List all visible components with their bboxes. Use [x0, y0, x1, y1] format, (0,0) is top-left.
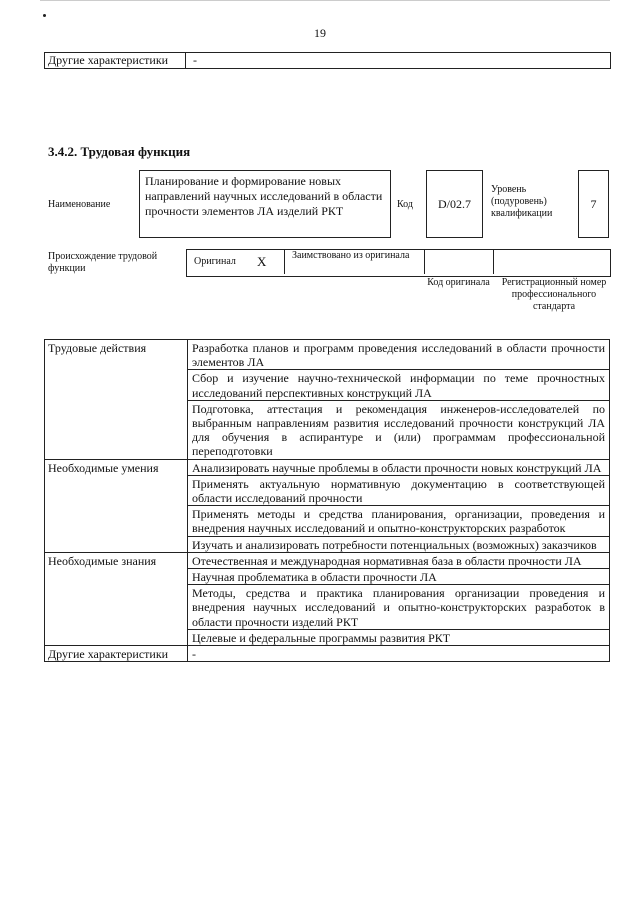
other-characteristics-top-table: [44, 52, 611, 69]
skill-item: Применять методы и средства планирования, организации, проведения и внедрения научных исследований и опытно-конструкторских разработок: [188, 506, 610, 536]
registration-caption: Регистрационный номер профессионального стандарта: [501, 277, 607, 312]
action-item: Подготовка, аттестация и рекомендация инженеров-исследователей по выбранным направлениям развития исследований прочности конструкций ЛА для обучения в аспирантуре и (или) программам профессиональной переподготовки: [188, 400, 610, 459]
knowledge-item: Научная проблематика в области прочности ЛА: [188, 569, 610, 585]
name-label: Наименование: [48, 199, 111, 210]
action-item: Разработка планов и программ проведения исследований в области прочности элементов ЛА: [188, 340, 610, 370]
skill-item: Применять актуальную нормативную документацию в соответствующей области исследований прочности: [188, 475, 610, 505]
table-row: [45, 459, 610, 475]
labor-function-table: [44, 339, 610, 662]
section-title: 3.4.2. Трудовая функция: [48, 144, 191, 159]
knowledge-label: Необходимые знания: [45, 552, 188, 645]
actions-label: Трудовые действия: [45, 340, 188, 460]
knowledge-item: Целевые и федеральные программы развития РКТ: [188, 629, 610, 645]
table-row: [45, 646, 610, 662]
original-label: Оригинал: [194, 256, 236, 267]
skills-label: Необходимые умения: [45, 459, 188, 552]
borrowed-cell: [285, 250, 425, 274]
table-row: [45, 552, 610, 568]
original-cell: [187, 250, 285, 274]
other-characteristics-value: -: [193, 53, 197, 67]
code-value-box: D/02.7: [426, 170, 483, 238]
skill-item: Анализировать научные проблемы в области прочности новых конструкций ЛА: [188, 459, 610, 475]
page-number: 19: [314, 26, 326, 40]
knowledge-item: Отечественная и международная нормативная база в области прочности ЛА: [188, 552, 610, 568]
registration-number-cell: [494, 250, 608, 274]
knowledge-item: Методы, средства и практика планирования организации проведения и внедрения научных исследований и опытно-конструкторских разработок в области прочности изделий РКТ: [188, 585, 610, 630]
origin-row: [186, 249, 611, 277]
function-name-box: Планирование и формирование новых направлений научных исследований в области прочности элементов ЛА изделий РКТ: [139, 170, 391, 238]
other-label: Другие характеристики: [45, 646, 188, 662]
borrowed-label: Заимствовано из оригинала: [292, 250, 410, 261]
other-characteristics-label: Другие характеристики: [45, 53, 186, 68]
top-edge-line: [40, 0, 610, 1]
origin-label: Происхождение трудовой функции: [48, 251, 158, 274]
action-item: Сбор и изучение научно-технической информации по теме прочностных исследований перспективных конструкций ЛА: [188, 370, 610, 400]
original-mark: X: [257, 254, 267, 269]
skill-item: Изучать и анализировать потребности потенциальных (возможных) заказчиков: [188, 536, 610, 552]
level-label: Уровень (подуровень) квалификации: [491, 184, 553, 219]
scan-speck: [43, 14, 46, 17]
other-value: -: [188, 646, 610, 662]
level-value-box: 7: [578, 170, 609, 238]
origin-code-caption: Код оригинала: [427, 277, 490, 288]
table-row: [45, 340, 610, 370]
origin-code-cell: [425, 250, 494, 274]
code-label: Код: [397, 199, 413, 210]
